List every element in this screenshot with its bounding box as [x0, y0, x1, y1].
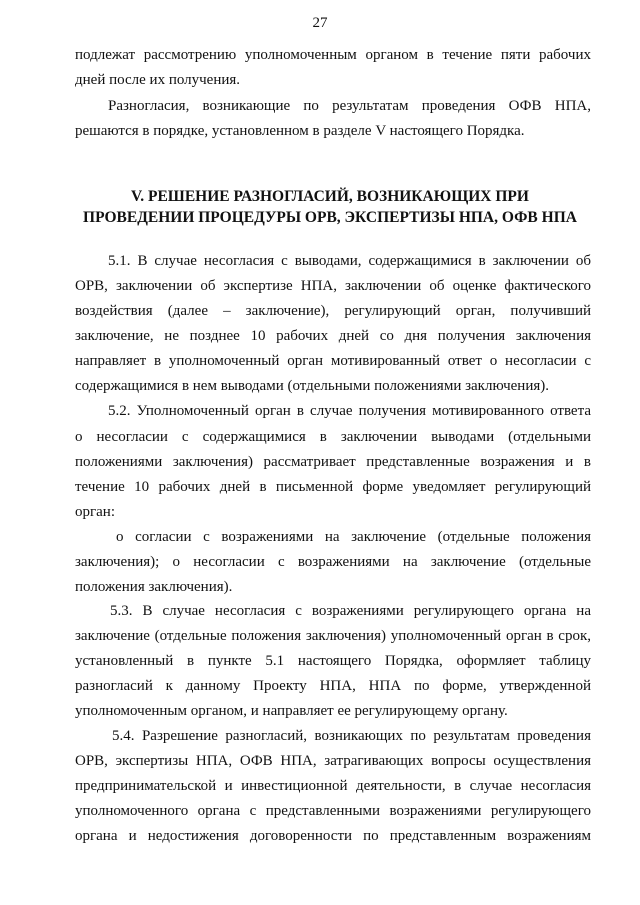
text-line: уполномоченного органа с представленными возражениями регулирующего: [75, 803, 591, 819]
text-line: 5.4. Разрешение разногласий, возникающих по результатам проведения: [112, 728, 591, 744]
text-line: 5.1. В случае несогласия с выводами, содержащимися в заключении об: [108, 253, 591, 269]
text-line: разногласий к данному Проекту НПА, НПА по форме, утвержденной: [75, 678, 591, 694]
text-line: о несогласии с содержащимися в заключении выводами (отдельными: [75, 429, 591, 445]
text-line: органа и недостижения договоренности по представленным возражениям: [75, 828, 591, 844]
text-line: направляет в уполномоченный орган мотивированный ответ о несогласии с: [75, 353, 591, 369]
text-line: 5.3. В случае несогласия с возражениями регулирующего органа на: [110, 603, 591, 619]
text-line: 5.2. Уполномоченный орган в случае получения мотивированного ответа: [108, 403, 591, 419]
text-line: содержащимися в нем выводами (отдельными положениями заключения).: [75, 378, 549, 394]
text-line: воздействия (далее – заключение), регулирующий орган, получивший: [75, 303, 591, 319]
text-line: подлежат рассмотрению уполномоченным органом в течение пяти рабочих: [75, 47, 591, 63]
text-line: заключение, не позднее 10 рабочих дней со дня получения заключения: [75, 328, 591, 344]
text-line: заключение (отдельные положения заключения) уполномоченный орган в срок,: [75, 628, 591, 644]
text-line: положениями заключения) рассматривает представленные возражения и в: [75, 454, 591, 470]
text-line: орган:: [75, 504, 116, 520]
text-line: ОРВ, экспертизы НПА, ОФВ НПА, затрагивающих вопросы осуществления: [75, 753, 591, 769]
text-line: предпринимательской и инвестиционной деятельности, в случае несогласия: [75, 778, 591, 794]
text-line: заключения); о несогласии с возражениями на заключение (отдельные: [75, 554, 591, 570]
text-line: течение 10 рабочих дней в письменной форме уведомляет регулирующий: [75, 479, 591, 495]
text-line: положения заключения).: [75, 579, 233, 595]
text-line: ОРВ, заключении об экспертизе НПА, заключении об оценке фактического: [75, 278, 591, 294]
text-line: о согласии с возражениями на заключение (отдельные положения: [116, 529, 591, 545]
page-number: 27: [312, 15, 328, 31]
text-line: дней после их получения.: [75, 72, 241, 88]
text-line: установленный в пункте 5.1 настоящего Порядка, оформляет таблицу: [75, 653, 591, 669]
text-line: уполномоченным органом, и направляет ее регулирующему органу.: [75, 703, 508, 719]
text-line: решаются в порядке, установленном в разделе V настоящего Порядка.: [75, 123, 525, 139]
section-title: V. РЕШЕНИЕ РАЗНОГЛАСИЙ, ВОЗНИКАЮЩИХ ПРИ: [131, 188, 529, 205]
text-line: Разногласия, возникающие по результатам проведения ОФВ НПА,: [108, 98, 591, 114]
section-title: ПРОВЕДЕНИИ ПРОЦЕДУРЫ ОРВ, ЭКСПЕРТИЗЫ НПА, ОФВ НПА: [83, 209, 577, 226]
